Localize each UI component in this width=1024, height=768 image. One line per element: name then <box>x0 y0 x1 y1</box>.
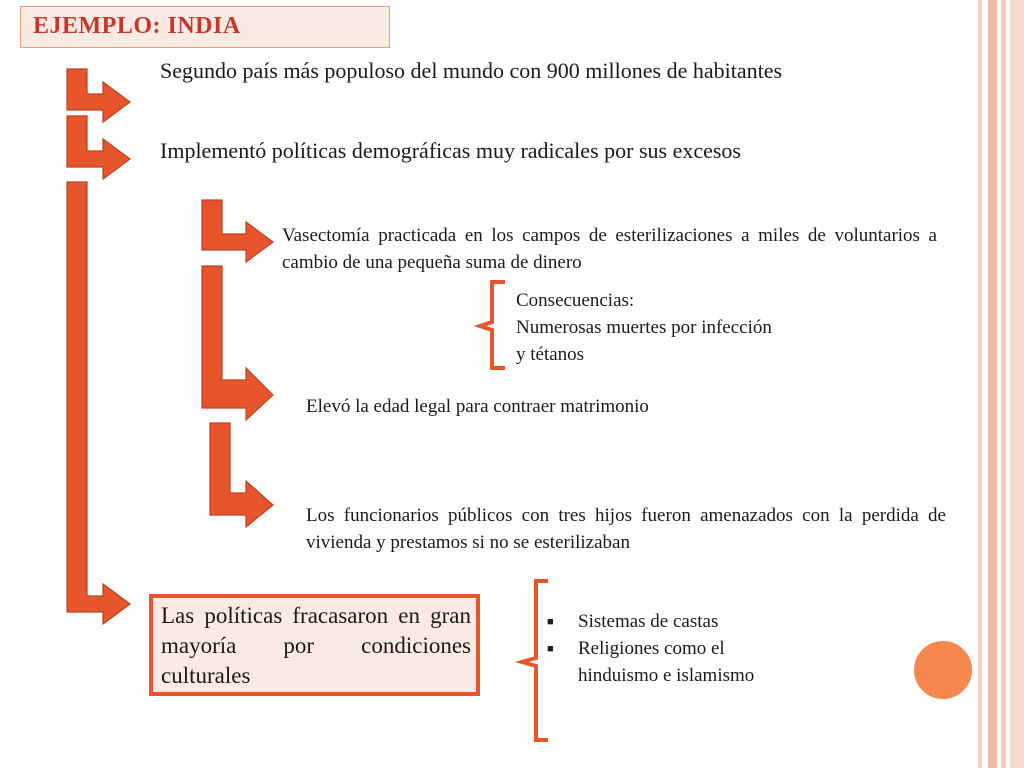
consequences-line-2: y tétanos <box>516 344 585 365</box>
conclusion-box <box>149 594 480 696</box>
consequences-block <box>516 287 916 368</box>
consequences-label: Consecuencias: <box>516 290 635 311</box>
main-point-1: Segundo país más populoso del mundo con 900 millones de habitantes <box>160 58 783 83</box>
consequences-line-1: Numerosas muertes por infección <box>516 317 772 338</box>
arrow-main-1 <box>67 69 130 122</box>
measure-1: Vasectomía practicada en los campos de esterilizaciones a miles de voluntarios a cambio de una pequeña suma de dinero <box>282 225 937 273</box>
list-item <box>545 635 785 689</box>
cause-2: Religiones como el hinduismo e islamismo <box>578 638 755 686</box>
bullet-icon: ■ <box>547 643 554 655</box>
arrow-measure-1 <box>202 200 273 262</box>
conclusion-text: Las políticas fracasaron en gran mayoría por condiciones culturales <box>161 603 471 688</box>
bullet-icon: ■ <box>547 616 554 628</box>
measure-2: Elevó la edad legal para contraer matrimonio <box>306 396 649 417</box>
slide-title: EJEMPLO: INDIA <box>33 13 241 39</box>
arrow-measure-3 <box>210 423 273 527</box>
list-item <box>545 608 785 635</box>
cause-1: Sistemas de castas <box>578 611 719 632</box>
brace-consequences <box>480 282 505 368</box>
decor-circle <box>913 640 973 700</box>
measure-3: Los funcionarios públicos con tres hijos fueron amenazados con la perdida de vivienda y prestamos si no se esterilizaban <box>306 505 946 553</box>
arrow-measure-2 <box>202 266 273 420</box>
arrow-main-2 <box>67 116 130 179</box>
main-point-2: Implementó políticas demográficas muy radicales por sus excesos <box>160 138 741 163</box>
causes-list <box>545 608 785 689</box>
arrow-conclusion <box>67 182 130 624</box>
